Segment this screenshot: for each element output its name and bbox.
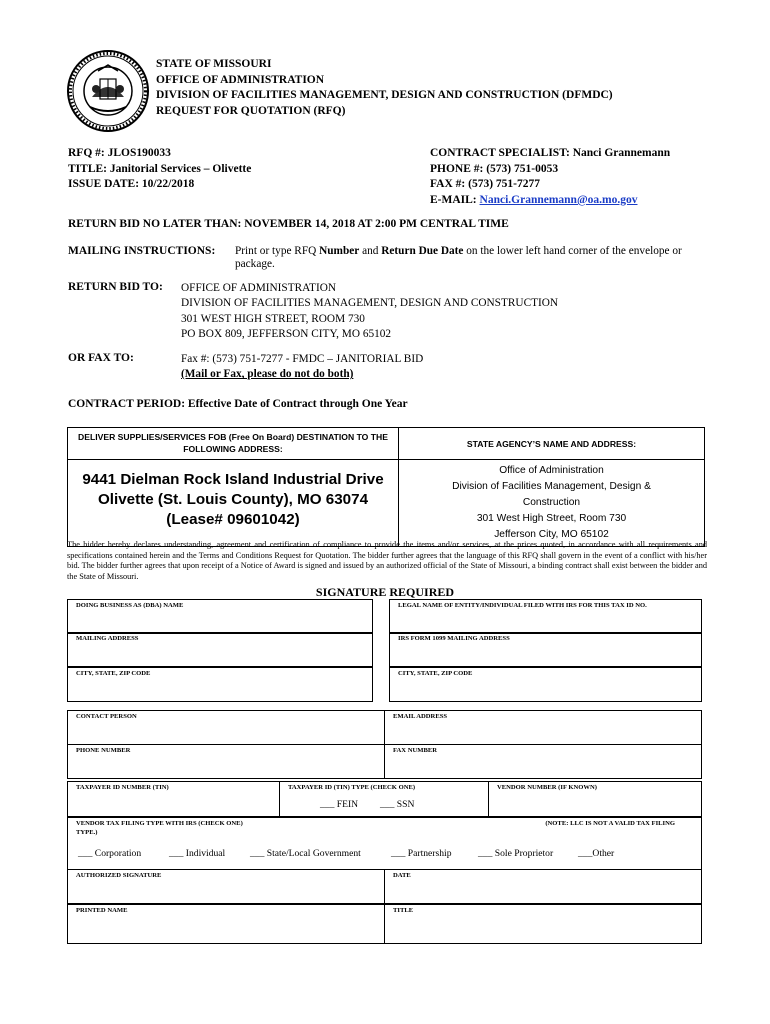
missouri-state-seal-icon	[66, 49, 150, 133]
legal-name-field[interactable]	[389, 599, 702, 634]
rfq-number: RFQ #: JLOS190033	[68, 147, 171, 159]
rfq-issue-date: ISSUE DATE: 10/22/2018	[68, 178, 195, 191]
agency-address-line: Construction	[522, 497, 581, 508]
field-label: TAXPAYER ID NUMBER (TIN)	[76, 784, 169, 791]
return-address-line: OFFICE OF ADMINISTRATION	[181, 282, 337, 294]
corporation-option[interactable]: ___ Corporation	[78, 848, 142, 859]
contact-person-field[interactable]	[67, 710, 385, 745]
email-address-field[interactable]	[384, 710, 702, 745]
agency-header-text: STATE AGENCY’S NAME AND ADDRESS:	[466, 438, 637, 449]
mailing-bold-number: Number	[319, 245, 360, 257]
mailing-text-3: on the lower left hand corner of the envelope or package.	[235, 245, 682, 270]
taxpayer-id-field[interactable]	[67, 781, 280, 817]
document-header	[156, 57, 613, 119]
header-line-state: STATE OF MISSOURI	[156, 58, 272, 70]
city-state-zip-left-field[interactable]	[67, 667, 373, 702]
field-label: VENDOR NUMBER (IF KNOWN)	[497, 784, 597, 791]
field-label: TAXPAYER ID (TIN) TYPE (CHECK ONE)	[288, 784, 416, 791]
header-line-office: OFFICE OF ADMINISTRATION	[156, 73, 325, 86]
field-label: PHONE NUMBER	[76, 747, 131, 754]
mailing-address-field[interactable]	[67, 632, 373, 667]
fax-to-label: OR FAX TO:	[68, 352, 134, 364]
return-address-line: 301 WEST HIGH STREET, ROOM 730	[181, 312, 365, 325]
field-label: MAILING ADDRESS	[76, 635, 139, 642]
field-label: CITY, STATE, ZIP CODE	[398, 670, 473, 677]
contact-phone: PHONE #: (573) 751-0053	[430, 162, 559, 175]
return-address-line: PO BOX 809, JEFFERSON CITY, MO 65102	[181, 327, 392, 340]
signature-required-heading: SIGNATURE REQUIRED	[315, 585, 455, 599]
tax-filing-type-field	[67, 817, 702, 870]
mailing-instructions-text	[235, 245, 705, 271]
delivery-header	[68, 428, 399, 460]
rfq-title: TITLE: Janitorial Services – Olivette	[68, 162, 252, 175]
phone-number-field[interactable]	[67, 744, 385, 779]
field-label: CITY, STATE, ZIP CODE	[76, 670, 151, 677]
return-address	[181, 281, 558, 342]
fax-number-field[interactable]	[384, 744, 702, 779]
field-label: IRS FORM 1099 MAILING ADDRESS	[398, 635, 510, 642]
agency-address-line: 301 West High Street, Room 730	[476, 513, 627, 524]
contact-fax: FAX #: (573) 751-7277	[430, 178, 540, 191]
header-line-division: DIVISION OF FACILITIES MANAGEMENT, DESIGN AND CONSTRUCTION (DFMDC)	[156, 89, 613, 102]
date-field[interactable]	[384, 869, 702, 904]
return-deadline: RETURN BID NO LATER THAN: NOVEMBER 14, 2018 AT 2:00 PM CENTRAL TIME	[68, 218, 509, 230]
fax-to-info	[181, 352, 423, 383]
delivery-header-text: DELIVER SUPPLIES/SERVICES FOB (Free On Board) DESTINATION TO THE FOLLOWING ADDRESS:	[78, 432, 388, 454]
llc-note: (NOTE: LLC IS NOT A VALID TAX FILING	[545, 820, 675, 827]
tin-type-field	[279, 781, 489, 817]
field-label: TITLE	[393, 907, 414, 914]
dba-name-field[interactable]	[67, 599, 373, 634]
vendor-number-field[interactable]	[488, 781, 702, 817]
rfq-info	[68, 146, 251, 193]
agency-header	[399, 428, 705, 460]
return-address-line: DIVISION OF FACILITIES MANAGEMENT, DESIGN AND CONSTRUCTION	[181, 297, 559, 310]
contact-info	[430, 146, 670, 208]
individual-option[interactable]: ___ Individual	[169, 848, 226, 859]
mailing-instructions-label: MAILING INSTRUCTIONS:	[68, 245, 216, 257]
email-label: E-MAIL:	[430, 193, 480, 206]
agency-address-line: Division of Facilities Management, Design &	[452, 481, 651, 492]
authorized-signature-field[interactable]	[67, 869, 385, 904]
delivery-address-line: Olivette (St. Louis County), MO 63074	[97, 491, 369, 508]
agency-address-line: Jefferson City, MO 65102	[494, 529, 609, 540]
printed-name-field[interactable]	[67, 904, 385, 944]
field-label: LEGAL NAME OF ENTITY/INDIVIDUAL FILED WITH IRS FOR THIS TAX ID NO.	[398, 602, 647, 609]
field-label: VENDOR TAX FILING TYPE WITH IRS (CHECK ONE)	[76, 820, 243, 827]
title-field[interactable]	[384, 904, 702, 944]
field-label: EMAIL ADDRESS	[393, 713, 448, 720]
contract-specialist: CONTRACT SPECIALIST: Nanci Grannemann	[430, 147, 671, 159]
contract-period: CONTRACT PERIOD: Effective Date of Contract through One Year	[68, 398, 408, 410]
field-label: DOING BUSINESS AS (DBA) NAME	[76, 602, 184, 609]
field-label: DATE	[393, 872, 411, 879]
return-bid-to-label: RETURN BID TO:	[68, 281, 163, 293]
city-state-zip-right-field[interactable]	[389, 667, 702, 702]
fein-checkbox[interactable]: ___ FEIN	[320, 799, 359, 810]
fax-to-note: (Mail or Fax, please do not do both)	[181, 368, 354, 381]
mailing-bold-due-date: Return Due Date	[381, 245, 464, 257]
delivery-address-line: 9441 Dielman Rock Island Industrial Drive	[82, 471, 384, 488]
other-option[interactable]: ___Other	[578, 848, 615, 859]
field-label: PRINTED NAME	[76, 907, 128, 914]
mailing-text-1: Print or type RFQ	[235, 245, 320, 257]
contact-email-row	[430, 193, 670, 209]
delivery-address	[68, 460, 399, 547]
sole-proprietor-option[interactable]: ___ Sole Proprietor	[478, 848, 554, 859]
field-label: CONTACT PERSON	[76, 713, 137, 720]
mailing-text-2: and	[359, 245, 382, 257]
field-label-continued: TYPE.)	[76, 829, 98, 836]
state-local-government-option[interactable]: ___ State/Local Government	[250, 848, 361, 859]
bidder-declaration: The bidder hereby declares understanding, agreement and certification of compliance to provide the items and/or services, at the prices quoted, in accordance with all requirements and specifications contained herein and the Terms and Conditions Request for Quotation. The bidder further agrees that the language of this RFQ shall govern in the event of a conflict with his/her bid. The bidder further agrees that upon receipt of a Notice of Award is signed and issued by an authorized official of the State of Missouri, a binding contract shall exist between the bidder and the State of Missouri.	[67, 540, 707, 581]
field-label: AUTHORIZED SIGNATURE	[76, 872, 162, 879]
field-label: FAX NUMBER	[393, 747, 438, 754]
partnership-option[interactable]: ___ Partnership	[391, 848, 452, 859]
email-link[interactable]: Nanci.Grannemann@oa.mo.gov	[479, 193, 638, 206]
agency-address	[399, 460, 705, 547]
agency-address-line: Office of Administration	[499, 465, 604, 476]
delivery-address-line: (Lease# 09601042)	[166, 511, 300, 528]
irs-mailing-address-field[interactable]	[389, 632, 702, 667]
ssn-checkbox[interactable]: ___ SSN	[380, 799, 415, 810]
header-line-rfq: REQUEST FOR QUOTATION (RFQ)	[156, 104, 346, 117]
fax-to-line: Fax #: (573) 751-7277 - FMDC – JANITORIAL BID	[181, 353, 424, 365]
delivery-agency-table	[67, 427, 705, 547]
